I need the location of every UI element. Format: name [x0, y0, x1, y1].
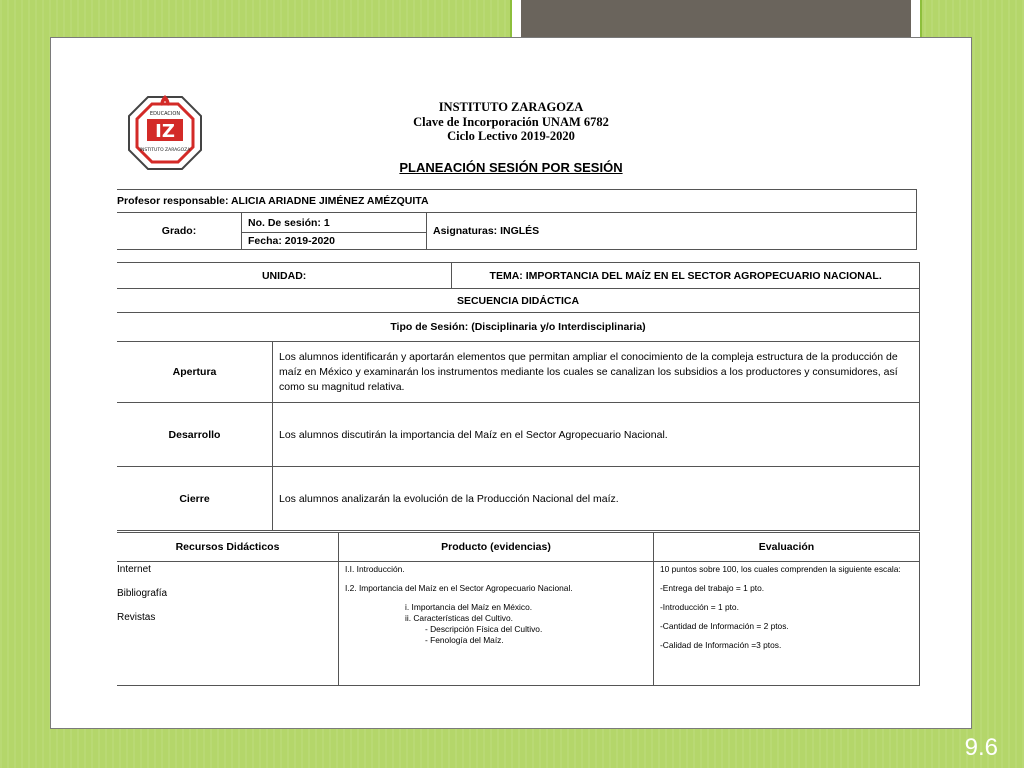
- recurso-item: Bibliografía: [117, 588, 168, 599]
- desarrollo-label: Desarrollo: [117, 403, 273, 467]
- evaluacion-item: -Introducción = 1 pto.: [660, 602, 739, 612]
- logo-top-text: EDUCACION: [149, 111, 181, 117]
- resources-table: [117, 532, 920, 686]
- producto-header: Producto (evidencias): [339, 533, 654, 562]
- cierre-label: Cierre: [117, 467, 273, 531]
- secuencia-cell: SECUENCIA DIDÁCTICA: [117, 289, 920, 313]
- institute-name: INSTITUTO ZARAGOZA: [438, 100, 584, 114]
- sequence-table: [117, 262, 920, 531]
- sesion-cell: No. De sesión: 1: [242, 213, 427, 233]
- unidad-cell: UNIDAD:: [117, 263, 452, 289]
- recurso-item: Revistas: [117, 612, 156, 623]
- info-table: [117, 189, 917, 250]
- grado-cell: Grado:: [117, 213, 242, 250]
- ciclo-lectivo: Ciclo Lectivo 2019-2020: [447, 129, 575, 143]
- apertura-label: Apertura: [117, 342, 273, 403]
- school-logo: [123, 91, 207, 175]
- clave-incorporacion: Clave de Incorporación UNAM 6782: [413, 114, 609, 129]
- producto-subitem: ii. Características del Cultivo.: [405, 613, 513, 623]
- recurso-item: Internet: [117, 564, 151, 575]
- logo-side-text: INSTITUTO ZARAGOZA: [139, 148, 191, 153]
- apertura-text: Los alumnos identificarán y aportarán elementos que permitan ampliar el conocimiento de la compleja estructura de la producción de maíz en México y examinarán los instrumentos mediante los cuales se canalizan los subsidios a los productores y consumidores, así como su magnitud relativa.: [273, 342, 920, 403]
- fecha-cell: Fecha: 2019-2020: [242, 233, 427, 250]
- slide: [50, 37, 972, 729]
- producto-subitem: - Fenología del Maíz.: [425, 635, 504, 645]
- producto-item: I.2. Importancia del Maíz en el Sector Agropecuario Nacional.: [345, 583, 573, 593]
- producto-item: I.I. Introducción.: [345, 564, 405, 574]
- producto-cell: [339, 562, 654, 686]
- evaluacion-header: Evaluación: [654, 533, 920, 562]
- cierre-text: Los alumnos analizarán la evolución de la Producción Nacional del maíz.: [273, 467, 920, 531]
- evaluacion-item: 10 puntos sobre 100, los cuales comprenden la siguiente escala:: [660, 564, 901, 574]
- asignaturas-cell: Asignaturas: INGLÉS: [427, 213, 917, 250]
- tema-cell: TEMA: IMPORTANCIA DEL MAÍZ EN EL SECTOR AGROPECUARIO NACIONAL.: [452, 263, 920, 289]
- logo-letters: IZ: [155, 121, 175, 142]
- professor-cell: Profesor responsable: ALICIA ARIADNE JIMÉNEZ AMÉZQUITA: [117, 190, 917, 213]
- recursos-header: Recursos Didácticos: [117, 533, 339, 562]
- slide-number: 9.6: [964, 734, 998, 761]
- recursos-cell: [117, 562, 339, 686]
- evaluacion-cell: [654, 562, 920, 686]
- header-block: [301, 100, 721, 144]
- desarrollo-text: Los alumnos discutirán la importancia del Maíz en el Sector Agropecuario Nacional.: [273, 403, 920, 467]
- plan-title: PLANEACIÓN SESIÓN POR SESIÓN: [399, 160, 623, 175]
- evaluacion-item: -Cantidad de Información = 2 ptos.: [660, 621, 789, 631]
- producto-subitem: i. Importancia del Maíz en México.: [405, 602, 533, 612]
- producto-subitem: - Descripción Física del Cultivo.: [425, 624, 543, 634]
- evaluacion-item: -Calidad de Información =3 ptos.: [660, 640, 782, 650]
- evaluacion-item: -Entrega del trabajo = 1 pto.: [660, 583, 765, 593]
- tipo-sesion-cell: Tipo de Sesión: (Disciplinaria y/o Interdisciplinaria): [117, 313, 920, 342]
